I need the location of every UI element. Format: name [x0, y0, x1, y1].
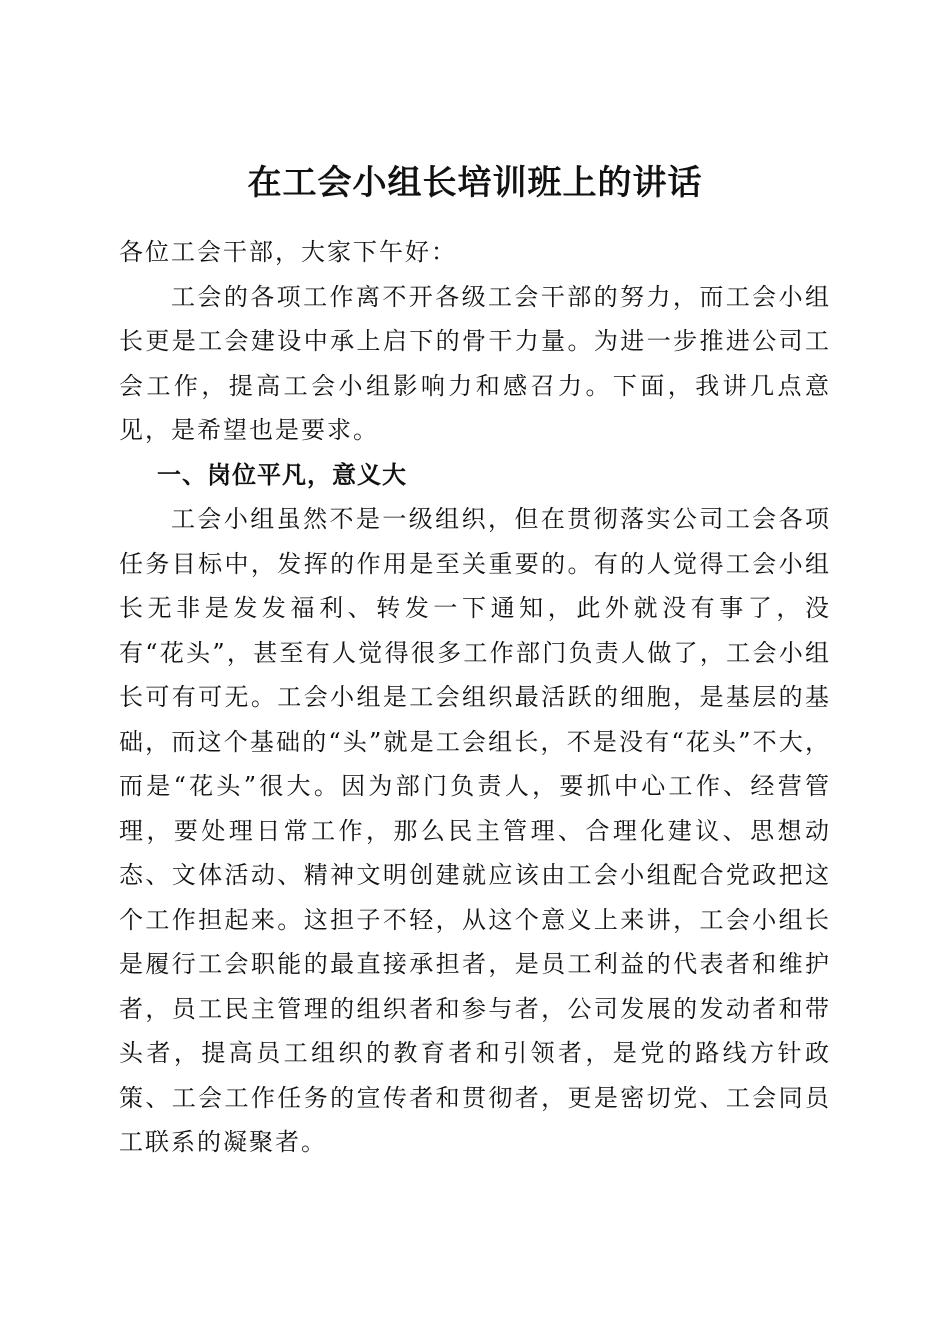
- intro-paragraph: 工会的各项工作离不开各级工会干部的努力，而工会小组长更是工会建设中承上启下的骨干力量。为进一步推进公司工会工作，提高工会小组影响力和感召力。下面，我讲几点意见，是希望也是要求。: [119, 282, 831, 444]
- salutation: 各位工会干部，大家下午好：: [119, 238, 457, 266]
- section-heading: 一、岗位平凡，意义大: [157, 460, 407, 489]
- document-title: 在工会小组长培训班上的讲话: [247, 162, 703, 203]
- document-body: [119, 230, 831, 1165]
- section-paragraph: 工会小组虽然不是一级组织，但在贯彻落实公司工会各项任务目标中，发挥的作用是至关重要的。有的人觉得工会小组长无非是发发福利、转发一下通知，此外就没有事了，没有“花头”，甚至有人觉得很多工作部门负责人做了，工会小组长可有可无。工会小组是工会组织最活跃的细胞，是基层的基础，而这个基础的“头”就是工会组长，不是没有“花头”不大，而是“花头”很大。因为部门负责人，要抓中心工作、经营管理，要处理日常工作，那么民主管理、合理化建议、思想动态、文体活动、精神文明创建就应该由工会小组配合党政把这个工作担起来。这担子不轻，从这个意义上来讲，工会小组长是履行工会职能的最直接承担者，是员工利益的代表者和维护者，员工民主管理的组织者和参与者，公司发展的发动者和带头者，提高员工组织的教育者和引领者，是党的路线方针政策、工会工作任务的宣传者和贯彻者，更是密切党、工会同员工联系的凝聚者。: [119, 505, 831, 1156]
